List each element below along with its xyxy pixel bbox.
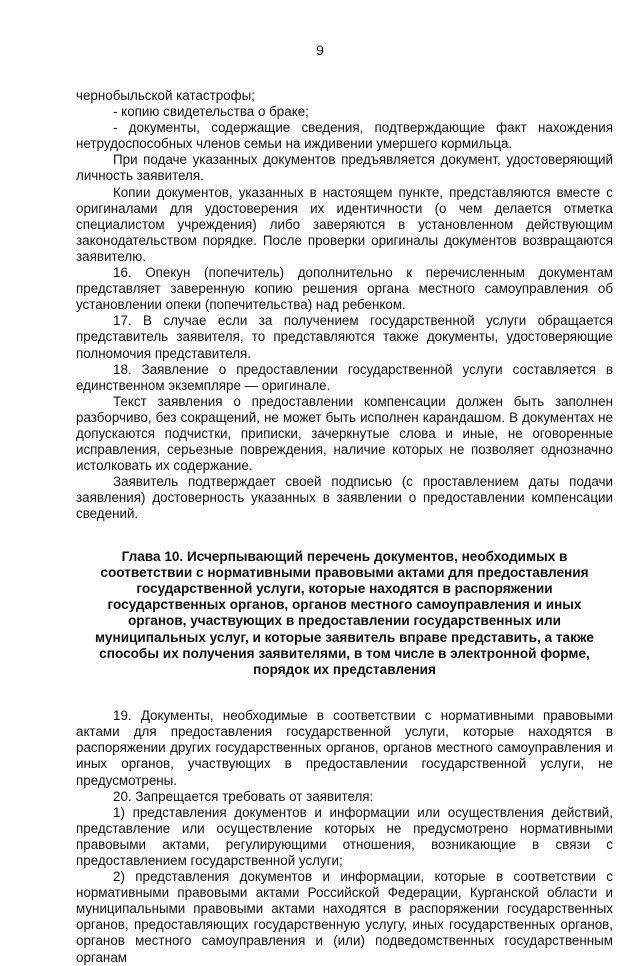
list-item: - копию свидетельства о браке; bbox=[113, 104, 309, 120]
paragraph: Текст заявления о предоставлении компенсации должен быть заполнен разборчиво, без сокращений, не может быть исполнен карандашом. В документах не допускаются подчистки, приписки, зачеркнутые слова и иные, не оговоренные исправления, серьезные повреждения, наличие которых не позволяет однозначно истолковать их содержание. bbox=[76, 393, 613, 474]
sub-clause-1: 1) представления документов и информации или осуществления действий, представление или осуществление которых не предусмотрено нормативными правовыми актами, регулирующими отношения, возникающие в связи с предоставлением государственной услуги; bbox=[76, 804, 613, 868]
list-item: - документы, содержащие сведения, подтверждающие факт нахождения нетрудоспособных членов семьи на иждивении умершего кормильца. bbox=[76, 120, 613, 152]
paragraph: Копии документов, указанных в настоящем пункте, представляются вместе с оригиналами для удостоверения их идентичности (о чем делается отметка специалистом учреждения) либо заверяются в установленном действующим законодательством порядке. После проверки оригиналы документов возвращаются заявителю. bbox=[76, 184, 613, 264]
paragraph: чернобыльской катастрофы; bbox=[76, 88, 255, 103]
clause-16: 16. Опекун (попечитель) дополнительно к перечисленным документам представляет заверенную копию решения органа местного самоуправления об установлении опеки (попечительства) над ребенком. bbox=[76, 265, 613, 313]
clause-20: 20. Запрещается требовать от заявителя: bbox=[113, 788, 374, 804]
chapter-heading: Глава 10. Исчерпывающий перечень документов, необходимых в соответствии с нормативными правовыми актами для предоставления государственной услуги, которые находятся в распоряжении государственных органов, органов местного самоуправления и иных органов, участвующих в предоставлении государственных или муниципальных услуг, и которые заявитель вправе представить, а также способы их получения заявителями, в том числе в электронной форме, порядок их представления bbox=[95, 548, 594, 677]
clause-19: 19. Документы, необходимые в соответствии с нормативными правовыми актами для предоставления государственной услуги, которые находятся в распоряжении других государственных органов, органов местного самоуправления и иных органов, участвующих в предоставлении государственной услуги, не предусмотрены. bbox=[76, 708, 613, 788]
paragraph: Заявитель подтверждает своей подписью (с проставлением даты подачи заявления) достоверность указанных в заявлении о предоставлении компенсации сведений. bbox=[76, 474, 613, 522]
clause-17: 17. В случае если за получением государственной услуги обращается представитель заявителя, то представляются также документы, удостоверяющие полномочия представителя. bbox=[76, 313, 613, 361]
page-number: 9 bbox=[316, 42, 324, 58]
document-body bbox=[76, 88, 613, 966]
clause-18: 18. Заявление о предоставлении государственной услуги составляется в единственном экземпляре — оригинале. bbox=[76, 361, 613, 393]
chapter-10-body bbox=[76, 708, 613, 966]
sub-clause-2: 2) представления документов и информации, которые в соответствии с нормативными правовыми актами Российской Федерации, Курганской области и муниципальными правовыми актами находятся в распоряжении государственных органов, предоставляющих государственную услугу, иных государственных органов, органов местного самоуправления и (или) подведомственных государственным органам bbox=[76, 869, 613, 965]
paragraph: При подаче указанных документов предъявляется документ, удостоверяющий личность заявителя. bbox=[76, 152, 613, 184]
